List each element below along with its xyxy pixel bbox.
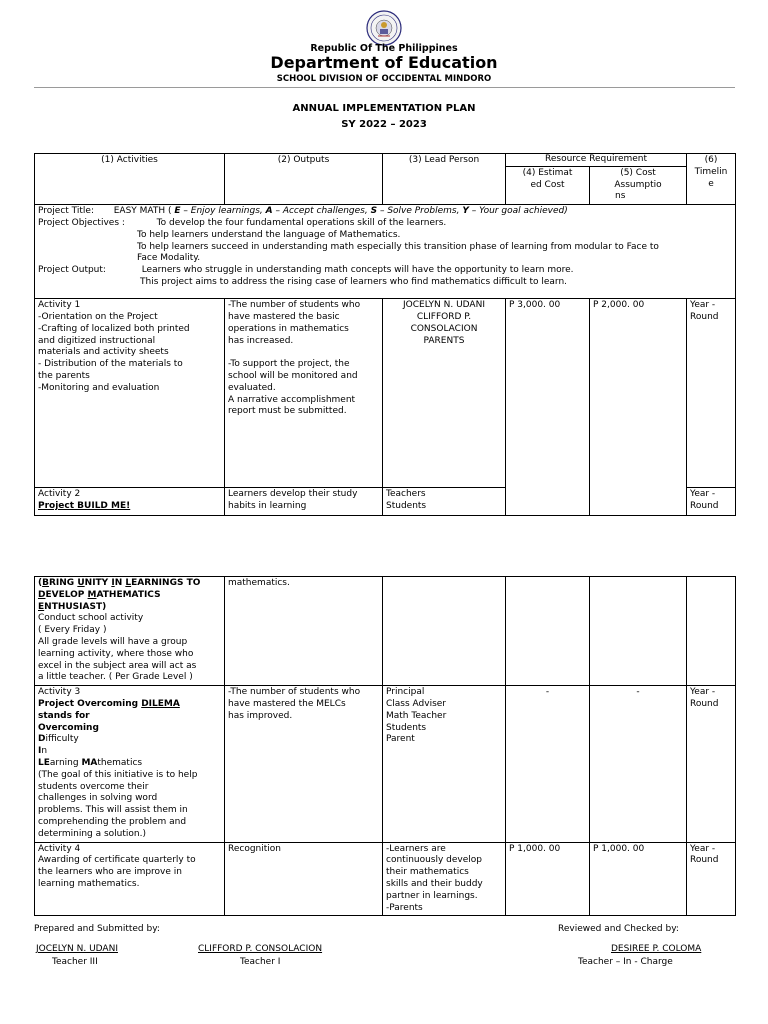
lead-person-line: CONSOLACION: [410, 323, 478, 334]
output-line: operations in mathematics: [228, 323, 349, 334]
signatory-position: Teacher I: [240, 957, 281, 967]
project-name-acronym: DILEMA: [141, 698, 180, 709]
acronym-letter: D: [38, 734, 46, 745]
activity-line: the learners who are improve in: [38, 867, 182, 878]
activity-line: ( Every Friday ): [38, 625, 107, 636]
acronym-letter: L: [125, 578, 132, 588]
activity-1-estimated-cost: P 3,000. 00: [506, 299, 590, 516]
acronym-text: RING: [49, 578, 78, 588]
activity-2-outputs: [225, 488, 383, 516]
acronym-letter: E: [38, 601, 45, 612]
project-details-row: [35, 205, 736, 299]
activity-1-lead-person: [383, 299, 506, 488]
acronym-letter: MA: [81, 757, 98, 768]
signatory-position: Teacher III: [52, 957, 98, 967]
acronym-text: NITY: [84, 578, 112, 588]
project-objective: To develop the four fundamental operations skill of the learners.: [156, 217, 447, 228]
activity-line: All grade levels will have a group: [38, 636, 188, 647]
output-line: have mastered the MELCs: [228, 698, 346, 709]
activity-line: -Crafting of localized both printed: [38, 323, 190, 334]
lead-person-line: Teachers: [386, 489, 426, 500]
project-objective: To help learners succeed in understanding math especially this transition phase of learning from modular to Face to: [137, 241, 659, 252]
output-line: evaluated.: [228, 382, 276, 393]
acronym-word: [38, 758, 221, 770]
table-row-activity-3: [35, 686, 736, 842]
acronym-word: Overcoming: [38, 722, 99, 733]
project-objective: To help learners understand the language of Mathematics.: [137, 229, 401, 240]
activity-2-outputs-continued: mathematics.: [225, 577, 383, 686]
activity-line: Activity 4: [38, 843, 81, 854]
cost-assumptions-header-line: Assumptio: [614, 179, 662, 190]
header-divider: [34, 87, 735, 88]
project-objectives-label: Project Objectives :: [38, 217, 125, 228]
deped-seal-logo: [366, 10, 402, 46]
signatory-name: JOCELYN N. UDANI: [36, 944, 118, 954]
activity-3-project-name: [38, 699, 221, 711]
lead-person-line: Principal: [386, 687, 425, 698]
activity-3-cost-assumption: -: [590, 686, 687, 842]
activity-line: learning mathematics.: [38, 878, 140, 889]
output-line: school will be monitored and: [228, 370, 358, 381]
project-output: Learners who struggle in understanding math concepts will have the opportunity to learn more.: [141, 265, 574, 276]
activity-line: (The goal of this initiative is to help: [38, 769, 198, 780]
signatory-name: DESIREE P. COLOMA: [611, 944, 702, 954]
lead-person-line: CLIFFORD P.: [416, 311, 472, 322]
acronym-letter: Y: [462, 206, 469, 217]
activity-line: -Monitoring and evaluation: [38, 382, 160, 393]
project-details-cell: [35, 205, 736, 299]
activity-2-timeline: [687, 488, 736, 516]
activity-4-outputs: Recognition: [225, 842, 383, 916]
column-header-timeline: [687, 154, 736, 205]
country-name: Republic Of The Philippines: [310, 43, 458, 54]
empty-cell: [590, 577, 687, 686]
lead-person-line: -Parents: [386, 902, 423, 913]
activity-3-outputs: [225, 686, 383, 842]
lead-person-line: Class Adviser: [386, 698, 447, 709]
activity-line: Activity 1: [38, 300, 81, 311]
project-output-label: Project Output:: [38, 265, 106, 276]
lead-person-line: Math Teacher: [386, 710, 447, 721]
output-line: habits in learning: [228, 500, 307, 511]
lead-person-line: PARENTS: [423, 335, 465, 346]
cost-assumptions-header-line: ns: [615, 191, 626, 202]
lead-person-line: continuously develop: [386, 855, 483, 866]
activity-line: materials and activity sheets: [38, 347, 169, 358]
output-line: have mastered the basic: [228, 311, 340, 322]
acronym-text: – Accept challenges,: [272, 206, 371, 217]
output-line: has increased.: [228, 335, 294, 346]
acronym-text: (: [38, 578, 43, 588]
activity-line: Awarding of certificate quarterly to: [38, 855, 196, 866]
output-line: A narrative accomplishment: [228, 394, 356, 405]
lead-person-line: JOCELYN N. UDANI: [403, 300, 485, 311]
reviewed-by-label: Reviewed and Checked by:: [558, 924, 679, 934]
department-name: Department of Education: [270, 53, 498, 72]
activity-line: determining a solution.): [38, 828, 146, 839]
activity-label: Activity 3: [38, 687, 81, 698]
acronym-text: NTHUSIAST): [44, 601, 107, 612]
stands-for-text: stands for: [38, 710, 90, 721]
build-me-acronym: [38, 578, 221, 613]
project-output: This project aims to address the rising case of learners who find mathematics difficult to learn.: [140, 276, 568, 287]
empty-cell: [506, 577, 590, 686]
table-row-activity-2-continued: [35, 577, 736, 686]
output-line: Learners develop their study: [228, 489, 358, 500]
empty-cell: [687, 577, 736, 686]
acronym-text: arning: [49, 757, 82, 768]
acronym-letter: I: [38, 746, 42, 757]
acronym-text: thematics: [97, 757, 143, 768]
activity-line: learning activity, where those who: [38, 648, 194, 659]
timeline-line: Year -: [690, 300, 716, 311]
estimated-cost-header-line: (4) Estimat: [522, 167, 573, 178]
activity-1-outputs: [225, 299, 383, 488]
output-line: -The number of students who: [228, 300, 361, 311]
lead-person-line: partner in learnings.: [386, 890, 478, 901]
acronym-text: EARNINGS TO: [131, 578, 201, 588]
table-header-row: [35, 154, 736, 167]
activity-3-estimated-cost: -: [506, 686, 590, 842]
school-year: SY 2022 – 2023: [341, 119, 427, 130]
lead-person-line: Students: [386, 722, 427, 733]
timeline-line: Year -: [690, 843, 716, 854]
activity-4-estimated-cost: P 1,000. 00: [506, 842, 590, 916]
acronym-word: [38, 734, 221, 746]
activity-3-timeline: [687, 686, 736, 842]
table-row-activity-1: [35, 299, 736, 488]
acronym-text: – Solve Problems,: [377, 206, 463, 217]
acronym-text: ifficulty: [45, 734, 79, 745]
implementation-plan-table-continued: [34, 576, 736, 916]
project-title-line: [38, 206, 732, 218]
acronym-letter: A: [265, 206, 273, 217]
division-name: SCHOOL DIVISION OF OCCIDENTAL MINDORO: [276, 74, 492, 84]
activity-line: the parents: [38, 370, 90, 381]
acronym-text: ATHEMATICS: [96, 589, 161, 600]
estimated-cost-header-line: ed Cost: [530, 179, 565, 190]
timeline-line: Round: [690, 855, 719, 866]
activity-3-lead-person: [383, 686, 506, 842]
activity-line: students overcome their: [38, 781, 149, 792]
activity-line: and digitized instructional: [38, 335, 156, 346]
timeline-header-line: (6): [704, 155, 718, 165]
project-output-line: [38, 265, 732, 277]
prepared-by-label: Prepared and Submitted by:: [34, 924, 160, 934]
activity-4-timeline: [687, 842, 736, 916]
lead-person-line: skills and their buddy: [386, 878, 483, 889]
timeline-line: Year -: [690, 489, 716, 500]
acronym-word: [38, 746, 221, 758]
output-line: report must be submitted.: [228, 406, 347, 417]
activity-line: Conduct school activity: [38, 613, 144, 624]
activity-line: - Distribution of the materials to: [38, 359, 183, 370]
activity-4-lead-person: [383, 842, 506, 916]
document-title: ANNUAL IMPLEMENTATION PLAN: [292, 103, 476, 114]
project-objective-continued: Face Modality.: [137, 253, 201, 264]
project-acronym-expansion: [174, 206, 567, 216]
empty-cell: [383, 577, 506, 686]
acronym-letter: M: [87, 589, 97, 600]
column-header-cost-assumptions: [590, 166, 687, 204]
table-row-activity-4: [35, 842, 736, 916]
activity-2-details: [35, 577, 225, 686]
activity-label: Activity 2: [38, 489, 81, 500]
acronym-text: N: [114, 578, 126, 588]
output-line: -The number of students who: [228, 687, 361, 698]
project-title-value: EASY MATH (: [113, 206, 172, 217]
timeline-line: Round: [690, 500, 719, 511]
column-header-lead-person: (3) Lead Person: [383, 154, 506, 205]
activity-line: challenges in solving word: [38, 793, 158, 804]
activity-line: a little teacher. ( Per Grade Level ): [38, 672, 193, 683]
project-name-text: Project Overcoming: [38, 698, 142, 709]
acronym-letter: LE: [38, 757, 50, 768]
activity-1-timeline: [687, 299, 736, 488]
column-header-resource-requirement: Resource Requirement: [506, 154, 687, 167]
project-objectives-line: [38, 218, 732, 230]
column-header-activities: (1) Activities: [35, 154, 225, 205]
acronym-letter: I: [111, 578, 115, 588]
activity-4-cost-assumption: P 1,000. 00: [590, 842, 687, 916]
acronym-text: – Enjoy learnings,: [180, 206, 266, 217]
activity-2-description: [35, 488, 225, 516]
activity-2-lead-person: [383, 488, 506, 516]
column-header-outputs: (2) Outputs: [225, 154, 383, 205]
acronym-letter: D: [38, 589, 46, 600]
lead-person-line: Parent: [386, 734, 415, 745]
timeline-header-line: e: [708, 178, 714, 189]
column-header-estimated-cost: [506, 166, 590, 204]
output-line: has improved.: [228, 710, 293, 721]
signatory-position: Teacher – In - Charge: [578, 957, 673, 967]
signatory-name: CLIFFORD P. CONSOLACION: [198, 944, 323, 954]
acronym-letter: B: [42, 578, 49, 588]
cost-assumptions-header-line: (5) Cost: [620, 167, 656, 178]
lead-person-line: their mathematics: [386, 867, 469, 878]
acronym-text: n: [41, 746, 48, 757]
activity-1-cost-assumption: P 2,000. 00: [590, 299, 687, 516]
acronym-letter: S: [370, 206, 378, 217]
timeline-line: Round: [690, 698, 719, 709]
activity-line: excel in the subject area will act as: [38, 660, 197, 671]
timeline-line: Round: [690, 311, 719, 322]
output-line: -To support the project, the: [228, 359, 350, 370]
activity-2-project-name: Project BUILD ME!: [38, 500, 131, 511]
implementation-plan-table: [34, 153, 736, 516]
acronym-letter: E: [174, 206, 181, 217]
activity-line: problems. This will assist them in: [38, 805, 188, 816]
acronym-text: EVELOP: [45, 589, 88, 600]
lead-person-line: Students: [386, 500, 427, 511]
project-title-label: Project Title:: [38, 206, 94, 217]
timeline-header-line: Timelin: [694, 166, 728, 177]
activity-3-description: [35, 686, 225, 842]
acronym-letter: U: [77, 578, 85, 588]
lead-person-line: -Learners are: [386, 843, 446, 854]
activity-line: -Orientation on the Project: [38, 311, 158, 322]
activity-line: comprehending the problem and: [38, 816, 187, 827]
activity-1-description: [35, 299, 225, 488]
timeline-line: Year -: [690, 687, 716, 698]
activity-4-description: [35, 842, 225, 916]
acronym-text: – Your goal achieved): [468, 206, 568, 217]
